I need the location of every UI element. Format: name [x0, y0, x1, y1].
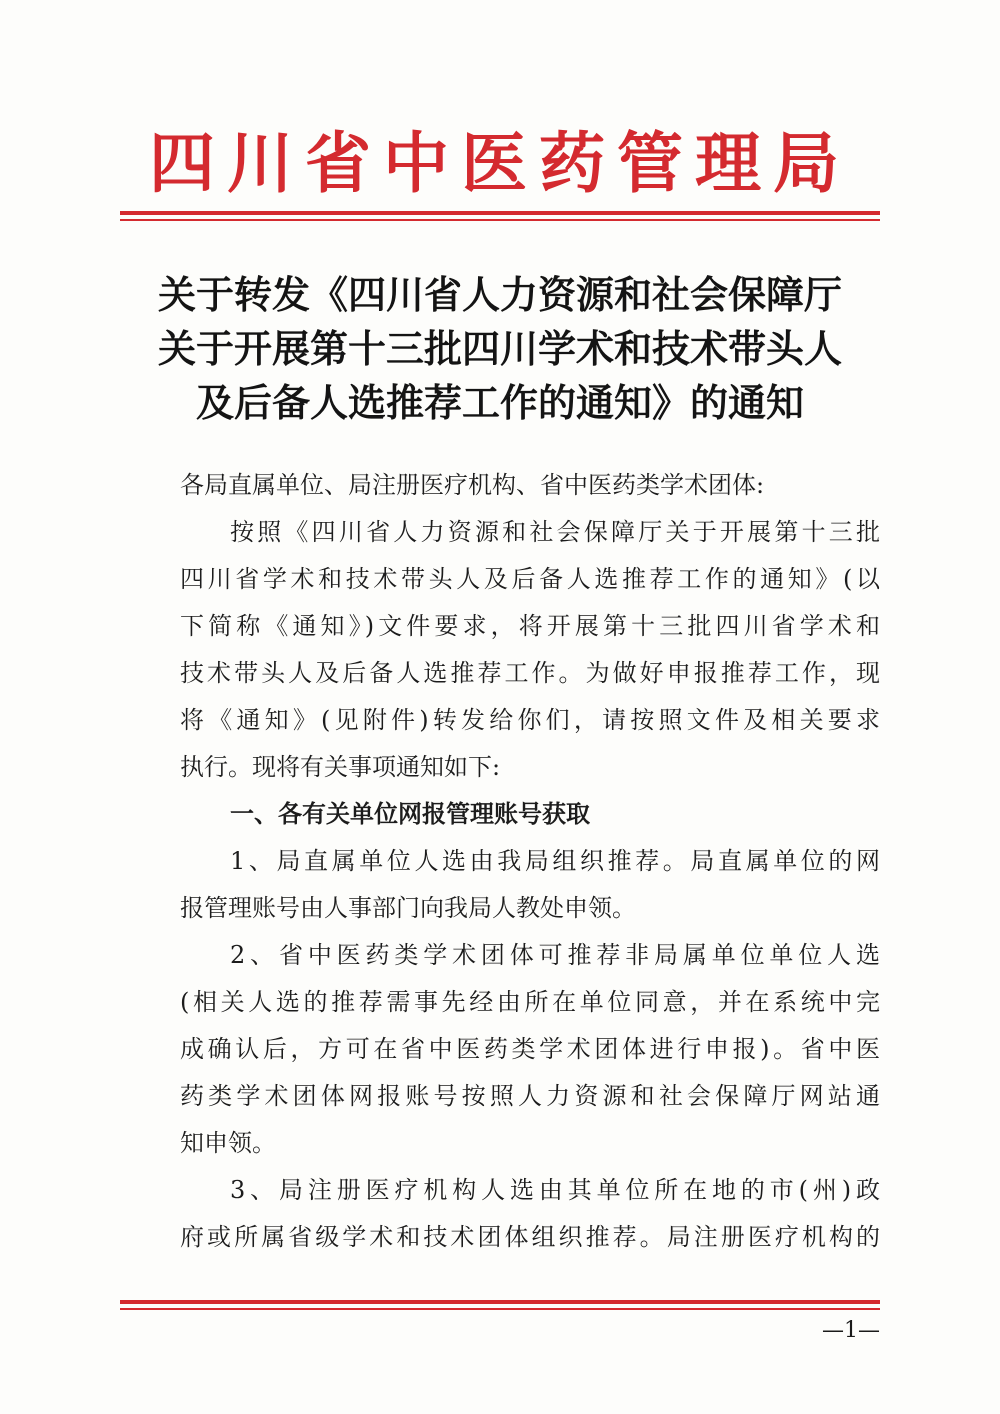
- item-2-line-2: (相关人选的推荐需事先经由所在单位同意，并在系统中完: [180, 988, 880, 1016]
- item-2-line-5: 知申领。: [180, 1129, 276, 1157]
- footer-rule-thick: [120, 1300, 880, 1304]
- letterhead-org-name: 四川省中医药管理局: [149, 124, 851, 202]
- item-3-line-1: 3、局注册医疗机构人选由其单位所在地的市(州)政: [230, 1176, 880, 1204]
- footer-rule-thin: [120, 1308, 880, 1310]
- item-1-line-2: 报管理账号由人事部门向我局人教处申领。: [180, 894, 636, 922]
- document-title: [120, 268, 880, 430]
- paragraph-1-line-6: 执行。现将有关事项通知如下:: [180, 753, 501, 781]
- letterhead-rule-thin: [120, 219, 880, 221]
- paragraph-1-line-5: 将《通知》(见附件)转发给你们，请按照文件及相关要求: [180, 706, 880, 734]
- document-body: [180, 462, 880, 1261]
- item-1-line-1: 1、局直属单位人选由我局组织推荐。局直属单位的网: [230, 847, 880, 875]
- paragraph-1-line-4: 技术带头人及后备人选推荐工作。为做好申报推荐工作，现: [180, 659, 880, 687]
- letterhead-rule-thick: [120, 211, 880, 215]
- section-1-heading: 一、各有关单位网报管理账号获取: [230, 800, 590, 828]
- item-2-line-4: 药类学术团体网报账号按照人力资源和社会保障厅网站通: [180, 1082, 880, 1110]
- addressee: 各局直属单位、局注册医疗机构、省中医药类学术团体:: [180, 471, 765, 499]
- title-line-1: 关于转发《四川省人力资源和社会保障厅: [157, 273, 842, 317]
- item-2-line-1: 2、省中医药类学术团体可推荐非局属单位单位人选: [230, 941, 880, 969]
- paragraph-1-line-3: 下简称《通知》)文件要求，将开展第十三批四川省学术和: [180, 612, 880, 640]
- item-2-line-3: 成确认后，方可在省中医药类学术团体进行申报)。省中医: [180, 1035, 880, 1063]
- title-line-2: 关于开展第十三批四川学术和技术带头人: [157, 327, 842, 371]
- title-line-3: 及后备人选推荐工作的通知》的通知: [195, 381, 804, 425]
- paragraph-1-line-1: 按照《四川省人力资源和社会保障厅关于开展第十三批: [230, 518, 880, 546]
- item-3-line-2: 府或所属省级学术和技术团体组织推荐。局注册医疗机构的: [180, 1223, 880, 1251]
- paragraph-1-line-2: 四川省学术和技术带头人及后备人选推荐工作的通知》(以: [180, 565, 880, 593]
- page-number: —1—: [822, 1318, 880, 1343]
